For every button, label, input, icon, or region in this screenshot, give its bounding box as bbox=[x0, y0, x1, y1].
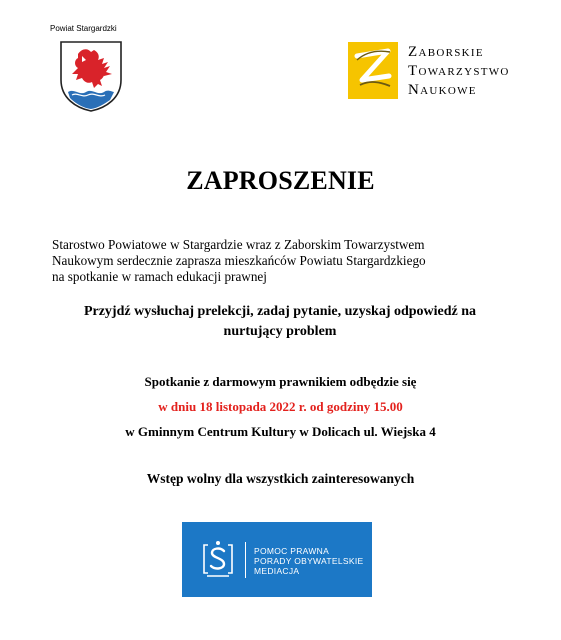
legal-aid-logo-icon bbox=[200, 539, 236, 579]
society-name bbox=[408, 43, 510, 100]
page-title: ZAPROSZENIE bbox=[186, 166, 375, 195]
society-name-line-2: Towarzystwo bbox=[408, 63, 510, 79]
griffin-coat-of-arms-icon bbox=[58, 40, 124, 112]
intro-line: Naukowym serdecznie zaprasza mieszkańców Powiatu Stargardzkiego bbox=[52, 253, 426, 268]
meeting-date: w dniu 18 listopada 2022 r. od godziny 15.00 bbox=[158, 399, 403, 414]
intro-paragraph bbox=[52, 237, 522, 285]
cta-line: Przyjdź wysłuchaj prelekcji, zadaj pytanie, uzyskaj odpowiedź na bbox=[83, 304, 477, 319]
badge-text bbox=[254, 546, 363, 576]
intro-line: Starostwo Powiatowe w Stargardzie wraz z Zaborskim Towarzystwem bbox=[52, 237, 425, 252]
society-name-line-1: Zaborskie bbox=[408, 44, 484, 60]
legal-aid-badge bbox=[182, 522, 372, 597]
meeting-location: w Gminnym Centrum Kultury w Dolicach ul. Wiejska 4 bbox=[125, 424, 436, 439]
society-name-line-3: Naukowe bbox=[408, 82, 477, 98]
badge-line: POMOC PRAWNA bbox=[254, 546, 330, 556]
cta-line: nurtujący problem bbox=[223, 324, 337, 339]
zaborskie-tn-logo-icon bbox=[348, 42, 398, 99]
free-entry-note: Wstęp wolny dla wszystkich zainteresowanych bbox=[146, 471, 415, 486]
badge-divider bbox=[245, 542, 246, 578]
county-label: Powiat Stargardzki bbox=[50, 24, 117, 33]
call-to-action bbox=[30, 302, 530, 342]
meeting-info-line: Spotkanie z darmowym prawnikiem odbędzie się bbox=[144, 374, 417, 389]
intro-line: na spotkanie w ramach edukacji prawnej bbox=[52, 269, 267, 284]
badge-line: PORADY OBYWATELSKIE bbox=[254, 556, 364, 566]
badge-line: MEDIACJA bbox=[254, 566, 300, 576]
